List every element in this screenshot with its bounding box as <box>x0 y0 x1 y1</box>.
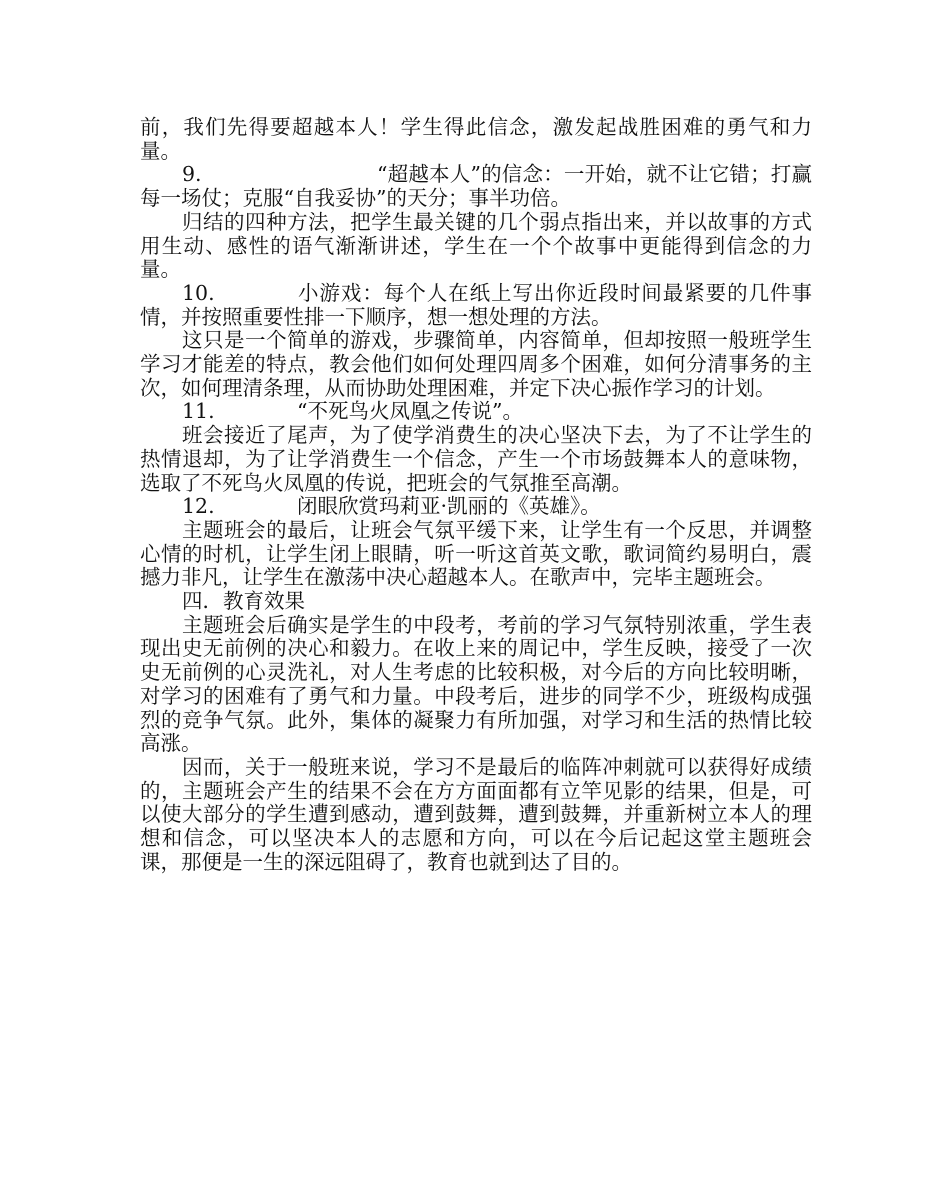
item-number: 11. <box>182 399 215 424</box>
item-9 <box>140 163 812 210</box>
item-text: “不死鸟火凤凰之传说”。 <box>297 399 523 424</box>
paragraph-11: 主题班会后确实是学生的中段考，考前的学习气氛特别浓重，学生表现出史无前例的决心和毅力。在收上来的周记中，学生反映，接受了一次史无前例的心灵洗礼，对人生考虑的比较积极，对今后的方向比较明晰，对学习的困难有了勇气和力量。中段考后，进步的同学不少，班级构成强烈的竞争气氛。此外，集体的凝聚力有所加强，对学习和生活的热情比较高涨。 <box>140 612 812 756</box>
section-heading-education-effect: 四．教育效果 <box>182 589 305 614</box>
item-12 <box>140 495 812 519</box>
document-body <box>140 116 812 875</box>
item-text: 小游戏：每个人在纸上写出你近段时间最紧要的几件事情，并按照重要性排一下顺序，想一想处理的方法。 <box>140 280 812 329</box>
item-number: 10. <box>182 280 215 305</box>
paragraph-9: 主题班会的最后，让班会气氛平缓下来，让学生有一个反思，并调整心情的时机，让学生闭上眼睛，听一听这首英文歌，歌词简约易明白，震撼力非凡，让学生在激荡中决心超越本人。在歌声中，完毕主题班会。 <box>140 517 812 590</box>
item-11 <box>140 400 812 424</box>
item-text: “超越本人”的信念：一开始，就不让它错；打赢每一场仗；克服“自我妥协”的天分；事半功倍。 <box>140 162 812 211</box>
paragraph-12: 因而，关于一般班来说，学习不是最后的临阵冲刺就可以获得好成绩的，主题班会产生的结果不会在方方面面都有立竿见影的结果，但是，可以使大部分的学生遭到感动，遭到鼓舞，遭到鼓舞，并重新树立本人的理想和信念，可以坚决本人的志愿和方向，可以在今后记起这堂主题班会课，那便是一生的深远阻碍了，教育也就到达了目的。 <box>140 754 812 874</box>
item-number: 12. <box>182 494 215 519</box>
item-10 <box>140 282 812 329</box>
item-number: 9. <box>182 162 202 187</box>
paragraph-5: 这只是一个简单的游戏，步骤简单，内容简单，但却按照一般班学生学习才能差的特点，教会他们如何处理四周多个困难，如何分清事务的主次，如何理清条理，从而协助处理困难，并定下决心振作学习的计划。 <box>140 328 812 400</box>
item-text: 闭眼欣赏玛莉亚·凯丽的《英雄》。 <box>297 494 601 519</box>
paragraph-7: 班会接近了尾声，为了使学消费生的决心坚决下去，为了不让学生的热情退却，为了让学消费生一个信念，产生一个市场鼓舞本人的意味物，选取了不死鸟火凤凰的传说，把班会的气氛推至高潮。 <box>140 423 812 495</box>
paragraph-1: 前，我们先得要超越本人！学生得此信念，激发起战胜困难的勇气和力量。 <box>140 115 812 163</box>
paragraph-3: 归结的四种方法，把学生最关键的几个弱点指出来，并以故事的方式用生动、感性的语气渐渐讲述，学生在一个个故事中更能得到信念的力量。 <box>140 209 812 282</box>
